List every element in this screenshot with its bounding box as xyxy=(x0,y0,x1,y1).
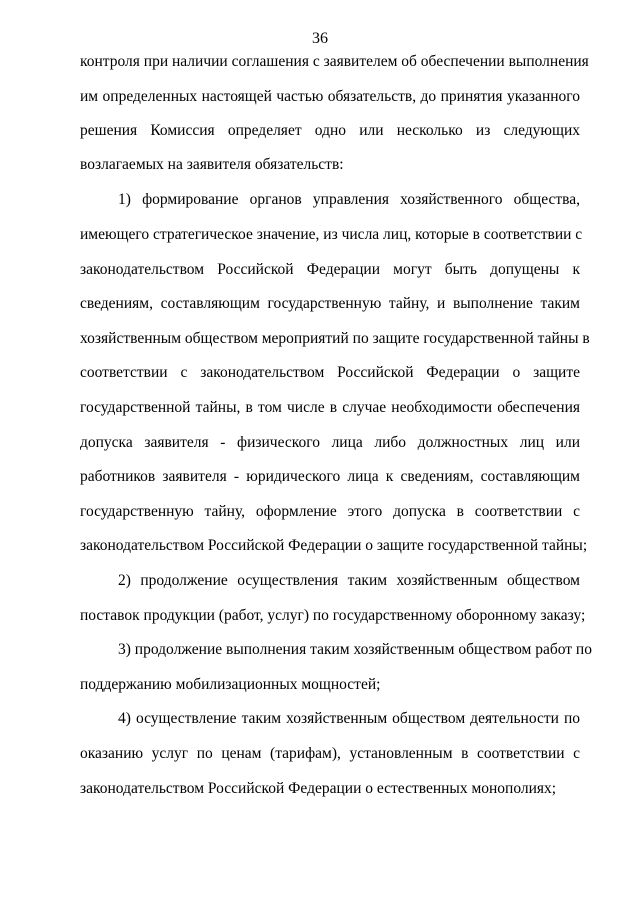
text-line: сведениям, составляющим государственную тайну, и выполнение таким xyxy=(80,295,580,312)
text-line: законодательством Российской Федерации могут быть допущены к xyxy=(80,261,580,278)
text-line: 1) формирование органов управления хозяйственного общества, xyxy=(118,191,580,208)
text-line: допуска заявителя - физического лица либо должностных лиц или xyxy=(80,434,580,451)
text-line: им определенных настоящей частью обязательств, до принятия указанного xyxy=(80,88,580,105)
text-line: государственной тайны, в том числе в случае необходимости обеспечения xyxy=(80,399,580,416)
text-line: хозяйственным обществом мероприятий по защите государственной тайны в xyxy=(80,330,590,347)
text-line: поддержанию мобилизационных мощностей; xyxy=(80,676,381,693)
text-line: решения Комиссия определяет одно или несколько из следующих xyxy=(80,122,580,139)
text-line: работников заявителя - юридического лица к сведениям, составляющим xyxy=(80,468,580,485)
text-line: 3) продолжение выполнения таким хозяйственным обществом работ по xyxy=(118,641,592,658)
text-line: 2) продолжение осуществления таким хозяйственным обществом xyxy=(118,572,580,589)
text-line: возлагаемых на заявителя обязательств: xyxy=(80,156,344,173)
page-number: 36 xyxy=(312,30,328,47)
text-line: соответствии с законодательством Российской Федерации о защите xyxy=(80,364,580,381)
text-line: законодательством Российской Федерации о защите государственной тайны; xyxy=(80,537,588,554)
text-line: 4) осуществление таким хозяйственным обществом деятельности по xyxy=(118,710,580,727)
text-line: имеющего стратегическое значение, из числа лиц, которые в соответствии с xyxy=(80,226,583,243)
text-line: поставок продукции (работ, услуг) по государственному оборонному заказу; xyxy=(80,607,586,624)
text-line: законодательством Российской Федерации о естественных монополиях; xyxy=(80,780,557,797)
text-line: оказанию услуг по ценам (тарифам), установленным в соответствии с xyxy=(80,745,580,762)
text-line: государственную тайну, оформление этого допуска в соответствии с xyxy=(80,503,580,520)
text-line: контроля при наличии соглашения с заявителем об обеспечении выполнения xyxy=(80,53,589,70)
